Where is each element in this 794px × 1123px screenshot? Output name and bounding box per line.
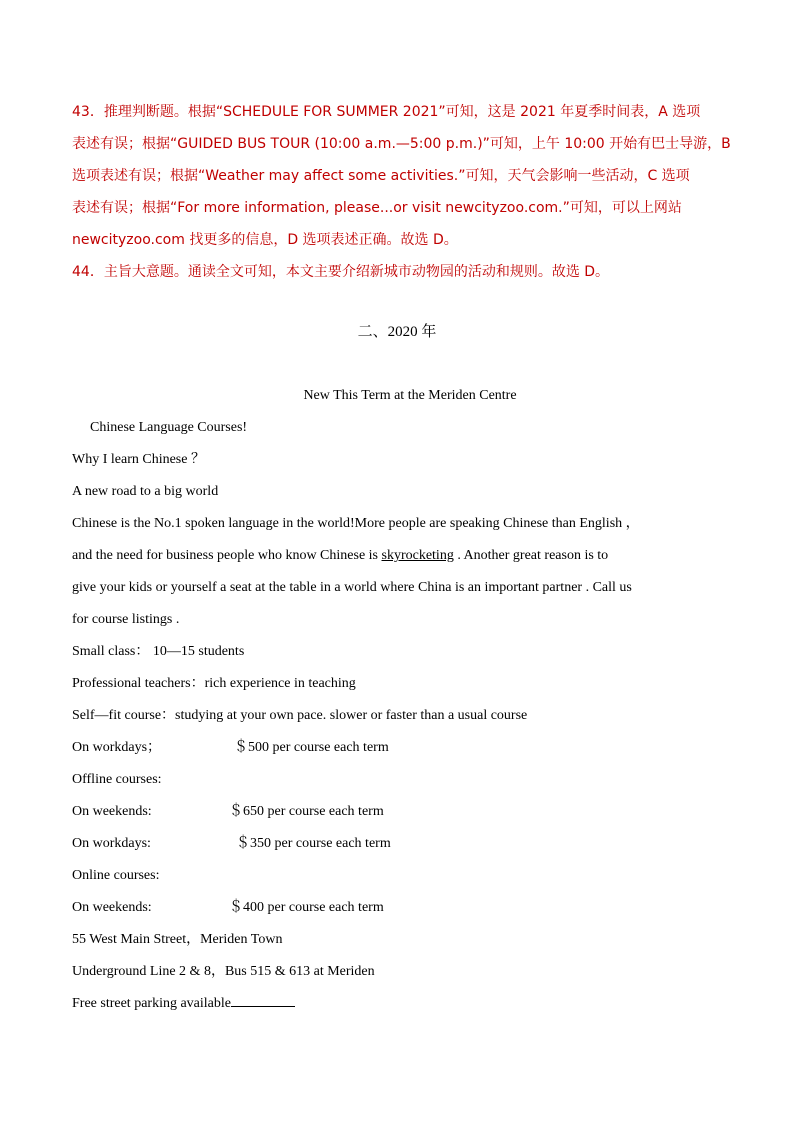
courses-heading: Chinese Language Courses! xyxy=(90,420,248,435)
price-row: Online courses: xyxy=(72,868,160,883)
body-line-2: and the need for business people who know Chinese is skyrocketing . Another great reason is to xyxy=(72,548,609,563)
price-row: On weekends: ＄400 per course each term xyxy=(72,892,732,924)
answer-43-line-4: 表述有误；根据“For more information, please...or visit newcityzoo.com.”可知，可以上网站 xyxy=(72,200,682,216)
answer-43-line-3: 选项表述有误；根据“Weather may affect some activities.”可知，天气会影响一些活动，C 选项 xyxy=(72,168,690,184)
ad-title: New This Term at the Meriden Centre xyxy=(303,388,517,403)
underlined-word: skyrocketing xyxy=(381,548,454,563)
body-line-4: for course listings . xyxy=(72,612,180,627)
price-value: ＄650 per course each term xyxy=(229,804,384,819)
road-subheading: A new road to a big world xyxy=(72,484,219,499)
course-advertisement xyxy=(72,380,732,1020)
teachers-info: Professional teachers：rich experience in teaching xyxy=(72,676,356,691)
price-row: On workdays； ＄500 per course each term xyxy=(72,732,732,764)
section-title: 二、2020 年 xyxy=(357,324,437,340)
answer-43-line-5: newcityzoo.com 找更多的信息，D 选项表述正确。故选 D。 xyxy=(72,232,458,248)
answer-43-line-1: 43．推理判断题。根据“SCHEDULE FOR SUMMER 2021”可知，这是 2021 年夏季时间表，A 选项 xyxy=(72,104,701,120)
price-row: On weekends: ＄650 per course each term xyxy=(72,796,732,828)
body-line-1: Chinese is the No.1 spoken language in the world!More people are speaking Chinese than English ， xyxy=(72,516,640,531)
transport-info: Underground Line 2 & 8，Bus 515 & 613 at Meriden xyxy=(72,964,375,979)
address: 55 West Main Street，Meriden Town xyxy=(72,932,283,947)
answer-explanations xyxy=(72,96,744,288)
answer-44-line: 44．主旨大意题。通读全文可知，本文主要介绍新城市动物园的活动和规则。故选 D。 xyxy=(72,264,610,280)
price-value: ＄500 per course each term xyxy=(234,740,389,755)
question-number-43: 43． xyxy=(72,104,104,120)
why-heading: Why I learn Chinese ？ xyxy=(72,452,205,467)
price-row: Offline courses: xyxy=(72,772,162,787)
price-row: On workdays: ＄350 per course each term xyxy=(72,828,732,860)
question-number-44: 44． xyxy=(72,264,104,280)
answer-blank xyxy=(231,992,295,1007)
parking-info: Free street parking available xyxy=(72,988,732,1020)
price-value: ＄350 per course each term xyxy=(236,836,391,851)
self-fit-info: Self—fit course：studying at your own pace. slower or faster than a usual course xyxy=(72,708,528,723)
body-line-3: give your kids or yourself a seat at the table in a world where China is an important partner . Call us xyxy=(72,580,632,595)
price-value: ＄400 per course each term xyxy=(229,900,384,915)
small-class-info: Small class： 10—15 students xyxy=(72,644,245,659)
answer-43-line-2: 表述有误；根据“GUIDED BUS TOUR (10:00 a.m.—5:00 p.m.)”可知，上午 10:00 开始有巴士导游，B xyxy=(72,136,731,152)
